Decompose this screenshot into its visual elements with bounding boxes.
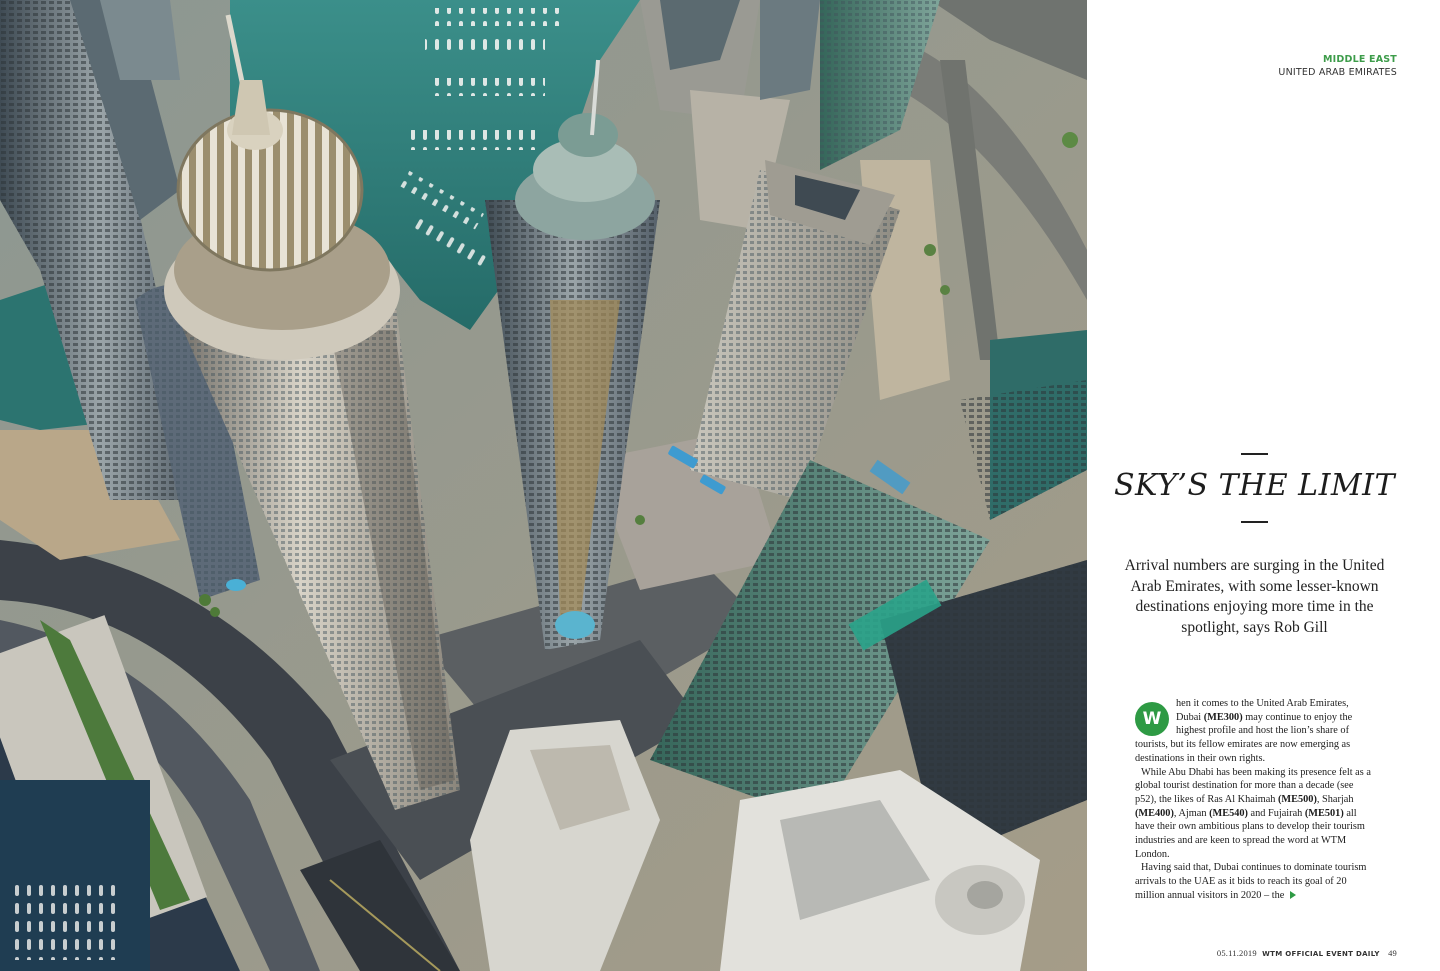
body-paragraph-3: Having said that, Dubai continues to dominate tourism arrivals to the UAE as it bids to reach its goal of 20 million annual visitors in 2020 – the (1135, 862, 1367, 901)
destination-code: (ME400) (1135, 807, 1174, 819)
page-number: 49 (1388, 948, 1397, 958)
page-folio (1217, 948, 1397, 958)
section-tag (1278, 53, 1397, 79)
body-paragraph-1: W hen it comes to the United Arab Emirates, Dubai (ME300) may continue to enjoy the highest profile and host the lion’s share of tourists, but its fellow emirates are now emerging as destinations in their own rights. (1135, 698, 1353, 764)
destination-code: (ME300) (1203, 711, 1243, 723)
destination-code: (ME540) (1209, 807, 1248, 819)
headline-rule-bottom (1241, 521, 1268, 523)
article-body (1135, 697, 1373, 903)
destination-code: (ME500) (1278, 793, 1317, 805)
article-page (1087, 0, 1440, 971)
section-country: UNITED ARAB EMIRATES (1278, 67, 1397, 78)
body-paragraph-2: While Abu Dhabi has been making its presence felt as a global tourist destination for more than a decade (see p52), the likes of Ras Al Khaimah (ME500), Sharjah (ME400), Ajman (ME540) and Fujairah (ME501) all have their own ambitious plans to develop their tourism industries and are keen to spread the word at WTM London. (1135, 766, 1371, 860)
continue-arrow-icon (1290, 891, 1296, 899)
folio-publication: WTM OFFICIAL EVENT DAILY (1262, 950, 1380, 958)
article-headline: SKY’S THE LIMIT (1113, 468, 1396, 503)
article-standfirst: Arrival numbers are surging in the United Arab Emirates, with some lesser-known destinations enjoying more time in the spotlight, says Rob Gill (1124, 557, 1385, 636)
headline-rule-top (1241, 453, 1268, 455)
folio-date: 05.11.2019 (1216, 948, 1257, 958)
drop-cap: W (1135, 702, 1169, 736)
section-region: MIDDLE EAST (1323, 54, 1397, 65)
destination-code: (ME501) (1304, 807, 1344, 819)
